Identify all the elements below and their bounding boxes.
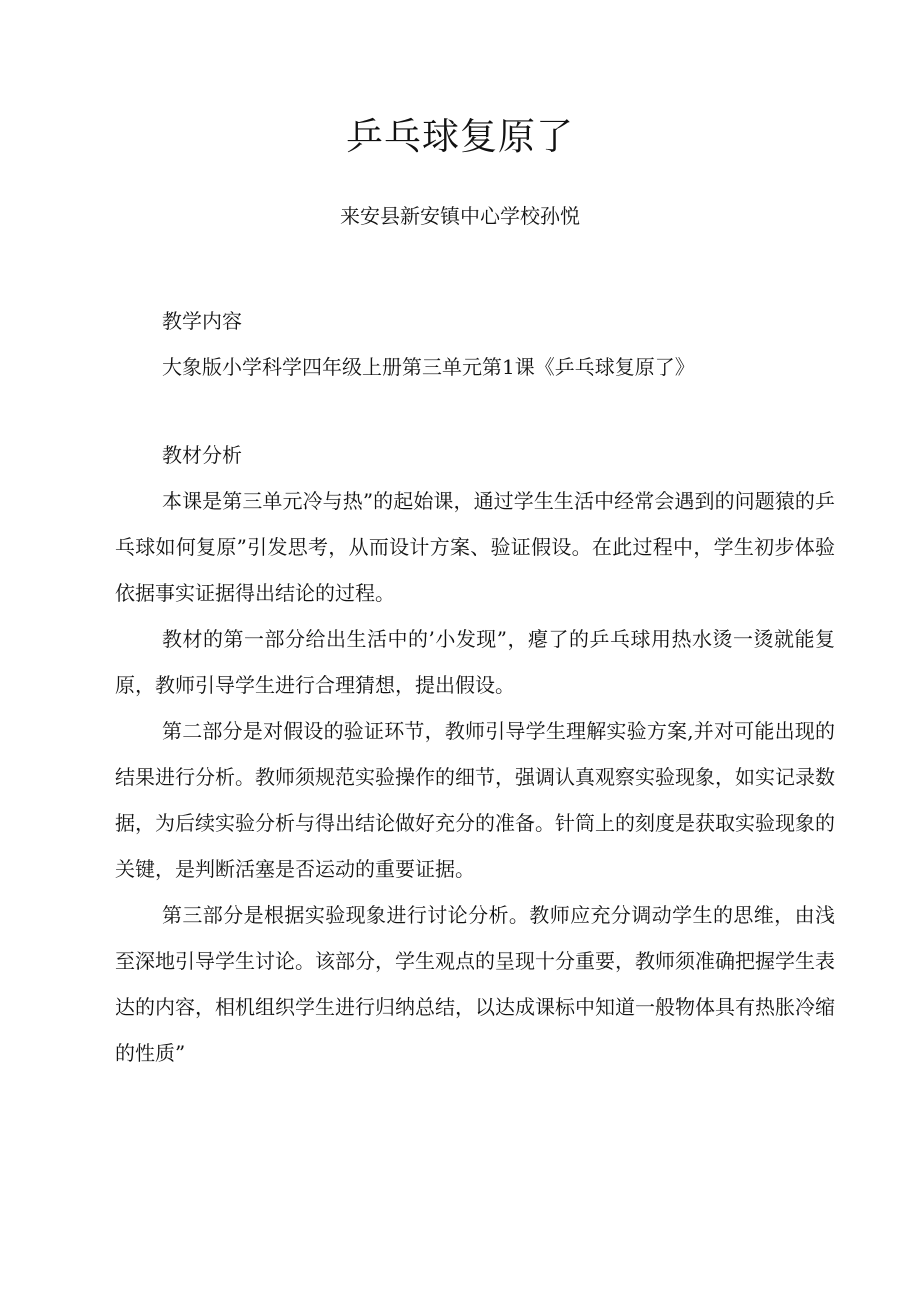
paragraph: 教材的第一部分给出生活中的’小发现”，瘪了的乒乓球用热水烫一烫就能复原，教师引导学生进行合理猜想，提出假设。 <box>115 627 835 697</box>
section-heading: 教学内容 <box>162 309 242 333</box>
document-title: 乒乓球复原了 <box>346 115 574 158</box>
author-line: 来安县新安镇中心学校孙悦 <box>340 204 580 228</box>
section-teaching-content <box>115 298 835 390</box>
section-heading: 教材分析 <box>162 443 242 467</box>
paragraph: 第二部分是对假设的验证环节，教师引导学生理解实验方案,并对可能出现的结果进行分析。教师须规范实验操作的细节，强调认真观察实验现象，如实记录数据，为后续实验分析与得出结论做好充分的准备。针筒上的刻度是获取实验现象的关键，是判断活塞是否运动的重要证据。 <box>115 719 835 881</box>
section-line: 大象版小学科学四年级上册第三单元第1课《乒乓球复原了》 <box>162 355 695 379</box>
paragraph: 本课是第三单元冷与热”的起始课，通过学生生活中经常会遇到的问题猿的乒乓球如何复原”引发思考，从而设计方案、验证假设。在此过程中，学生初步体验依据事实证据得出结论的过程。 <box>115 489 835 605</box>
section-material-analysis <box>115 432 835 1076</box>
paragraph: 第三部分是根据实验现象进行讨论分析。教师应充分调动学生的思维，由浅至深地引导学生讨论。该部分，学生观点的呈现十分重要，教师须准确把握学生表达的内容，相机组织学生进行归纳总结，以达成课标中知道一般物体具有热胀冷缩的性质” <box>115 903 835 1065</box>
